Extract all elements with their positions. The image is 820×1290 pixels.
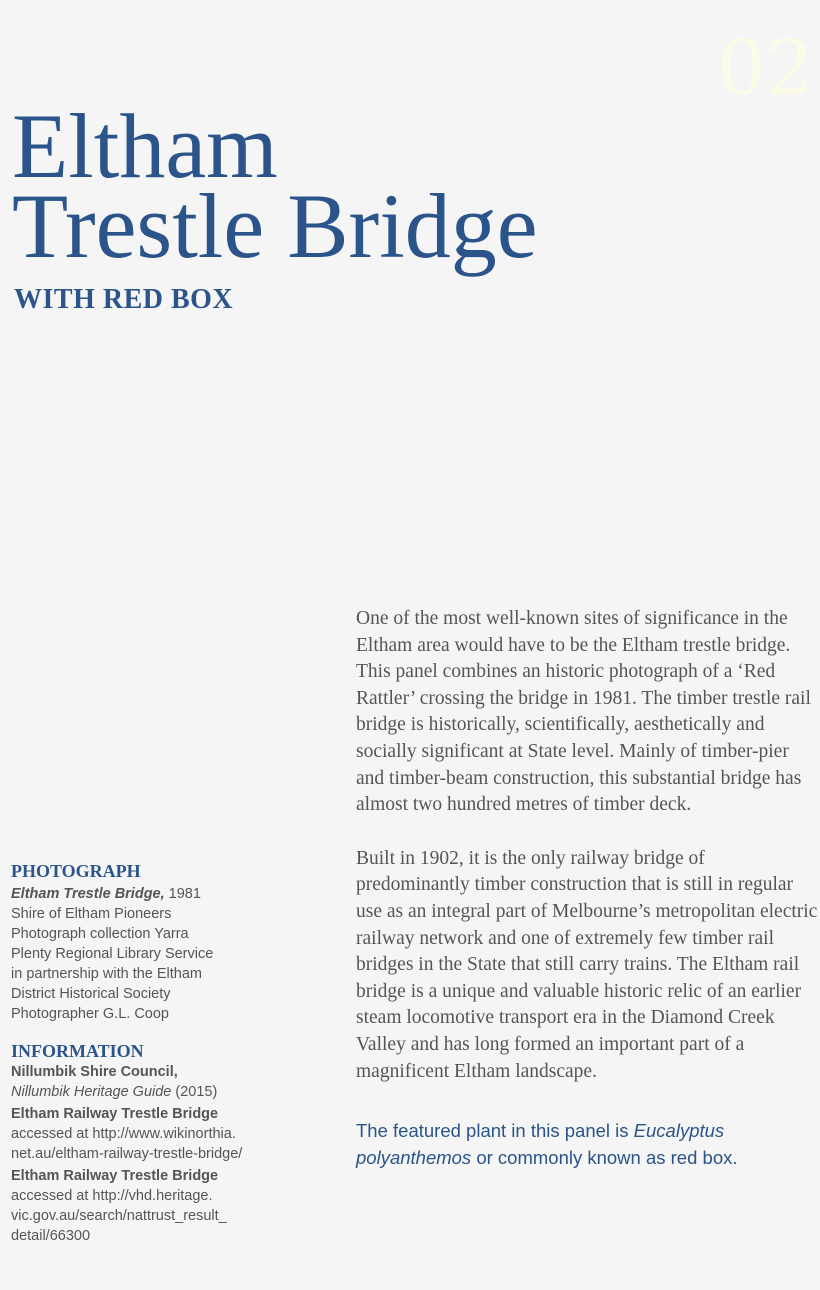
- body-paragraph-1: One of the most well-known sites of significance in the Eltham area would have to be the Eltham trestle bridge. This panel combines an historic photograph of a ‘Red Rattler’ crossing the bridge in 1981. The timber trestle rail bridge is historically, scientifically, aesthetically and socially significant at State level. Mainly of timber-pier and timber-beam construction, this substantial bridge has almost two hundred metres of timber deck.: [356, 608, 811, 816]
- photo-line: Shire of Eltham Pioneers: [11, 906, 172, 922]
- info-url-line: vic.gov.au/search/nattrust_result_: [11, 1208, 227, 1224]
- page-title: [12, 95, 538, 277]
- info-source-1: [11, 1062, 311, 1102]
- info-url-line: accessed at http://www.wikinorthia.: [11, 1126, 236, 1142]
- info-org: Nillumbik Shire Council,: [11, 1064, 178, 1080]
- title-line-1: Eltham: [12, 95, 278, 197]
- info-title: Nillumbik Heritage Guide: [11, 1084, 172, 1100]
- photo-line: Photographer G.L. Coop: [11, 1006, 169, 1022]
- info-source-3: [11, 1166, 311, 1246]
- photo-line: Plenty Regional Library Service: [11, 946, 214, 962]
- info-year: (2015): [171, 1084, 218, 1100]
- photo-title: Eltham Trestle Bridge,: [11, 886, 165, 902]
- photo-credit: [11, 884, 311, 1024]
- info-title: Eltham Railway Trestle Bridge: [11, 1168, 219, 1184]
- photograph-heading: PHOTOGRAPH: [11, 861, 141, 881]
- featured-prefix: The featured plant in this panel is: [356, 1120, 634, 1142]
- page-subtitle: WITH RED BOX: [14, 284, 234, 315]
- info-title: Eltham Railway Trestle Bridge: [11, 1106, 219, 1122]
- featured-suffix: or commonly known as red box.: [471, 1146, 738, 1168]
- info-url-line: detail/66300: [11, 1228, 91, 1244]
- information-heading: INFORMATION: [11, 1041, 144, 1061]
- photo-line: in partnership with the Eltham: [11, 966, 203, 982]
- title-line-2: Trestle Bridge: [12, 175, 538, 277]
- featured-plant-note: [356, 1118, 818, 1171]
- panel-number: 02: [717, 23, 814, 112]
- credits: [11, 860, 311, 1246]
- body-paragraph-2: Built in 1902, it is the only railway bridge of predominantly timber construction that is still in regular use as an integral part of Melbourne’s metropolitan electric railway network and one of extremely few timber rail bridges in the State that still carry trains. The Eltham rail bridge is a unique and valuable historic relic of an earlier steam locomotive transport era in the Diamond Creek Valley and has long formed an important part of a magnificent Eltham landscape.: [356, 847, 818, 1082]
- body-text: [356, 606, 818, 1198]
- photo-line: Photograph collection Yarra: [11, 926, 189, 942]
- info-url-line: accessed at http://vhd.heritage.: [11, 1188, 213, 1204]
- photo-line: District Historical Society: [11, 986, 171, 1002]
- photo-year: 1981: [164, 886, 201, 902]
- info-source-2: [11, 1104, 311, 1164]
- info-url-line: net.au/eltham-railway-trestle-bridge/: [11, 1146, 243, 1162]
- featured-species: Eucalyptus polyanthemos: [356, 1120, 725, 1168]
